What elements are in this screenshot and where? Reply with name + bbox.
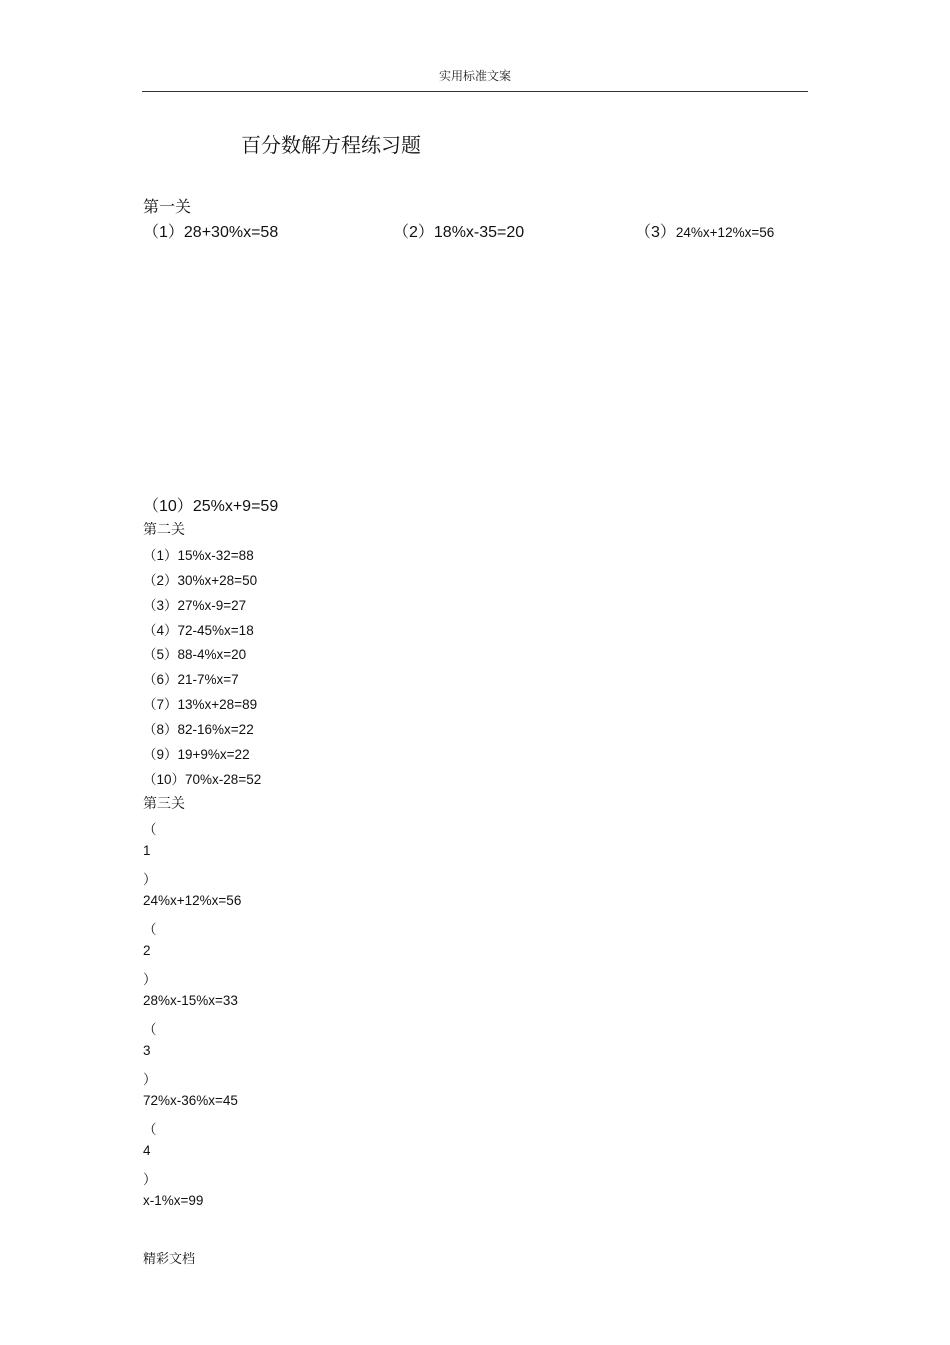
level3-line: 3 — [143, 1043, 151, 1058]
level3-line: 2 — [143, 943, 151, 958]
level1-item-3 — [635, 219, 774, 242]
level2-item — [143, 643, 246, 663]
level2-item — [143, 693, 257, 713]
level2-item — [143, 668, 239, 688]
level3-line: 28%x-15%x=33 — [143, 993, 238, 1008]
item-equation: 18%x-35=20 — [433, 224, 525, 241]
level2-item — [143, 743, 250, 763]
level3-line: ） — [143, 1072, 157, 1087]
level1-item-1 — [143, 219, 278, 242]
level3-line: 4 — [143, 1143, 151, 1158]
item-equation: 28+30%x=58 — [183, 224, 279, 241]
level2-item — [143, 768, 261, 788]
item-label: （10） — [143, 498, 193, 515]
level2-item — [143, 569, 257, 589]
level2-item — [143, 594, 246, 614]
level3-line: （ — [143, 1022, 157, 1037]
level3-line: x-1%x=99 — [143, 1193, 204, 1208]
item-equation: 27%x-9=27 — [177, 598, 247, 613]
page-footer: 精彩文档 — [143, 1252, 196, 1267]
item-label: （8） — [143, 722, 178, 737]
item-equation: 88-4%x=20 — [177, 647, 247, 662]
item-equation: 82-16%x=22 — [177, 722, 254, 737]
item-label: （3） — [635, 224, 676, 241]
item-label: （1） — [143, 548, 178, 563]
level3-line: （ — [143, 922, 157, 937]
level3-line: ） — [143, 972, 157, 987]
item-equation: 21-7%x=7 — [177, 672, 239, 687]
item-equation: 30%x+28=50 — [177, 573, 258, 588]
level3-line: ） — [143, 1172, 157, 1187]
item-label: （2） — [393, 224, 434, 241]
item-equation: 70%x-28=52 — [185, 772, 262, 787]
item-label: （5） — [143, 647, 178, 662]
item-label: （7） — [143, 697, 178, 712]
item-equation: 72-45%x=18 — [177, 623, 254, 638]
item-label: （3） — [143, 598, 178, 613]
item-label: （2） — [143, 573, 178, 588]
level1-item-2 — [393, 219, 524, 242]
level3-line: （ — [143, 822, 157, 837]
item-equation: 24%x+12%x=56 — [675, 225, 775, 240]
header-divider — [142, 91, 808, 92]
item-equation: 13%x+28=89 — [177, 697, 258, 712]
level1-item-10 — [143, 493, 278, 516]
level3-line: 72%x-36%x=45 — [143, 1093, 238, 1108]
level3-line: 24%x+12%x=56 — [143, 893, 242, 908]
page-title: 百分数解方程练习题 — [241, 133, 421, 157]
item-label: （1） — [143, 224, 184, 241]
item-label: （4） — [143, 623, 178, 638]
level2-item — [143, 619, 254, 639]
level1-heading: 第一关 — [143, 197, 192, 216]
level2-item — [143, 544, 254, 564]
item-label: （9） — [143, 747, 178, 762]
item-equation: 15%x-32=88 — [177, 548, 254, 563]
page-header: 实用标准文案 — [438, 69, 511, 83]
item-equation: 25%x+9=59 — [192, 498, 279, 515]
level3-line: 1 — [143, 843, 151, 858]
level3-line: （ — [143, 1122, 157, 1137]
item-label: （10） — [143, 772, 186, 787]
level3-line: ） — [143, 872, 157, 887]
item-label: （6） — [143, 672, 178, 687]
item-equation: 19+9%x=22 — [177, 747, 250, 762]
level2-heading: 第二关 — [143, 522, 185, 538]
level3-heading: 第三关 — [143, 796, 185, 812]
level2-item — [143, 718, 254, 738]
